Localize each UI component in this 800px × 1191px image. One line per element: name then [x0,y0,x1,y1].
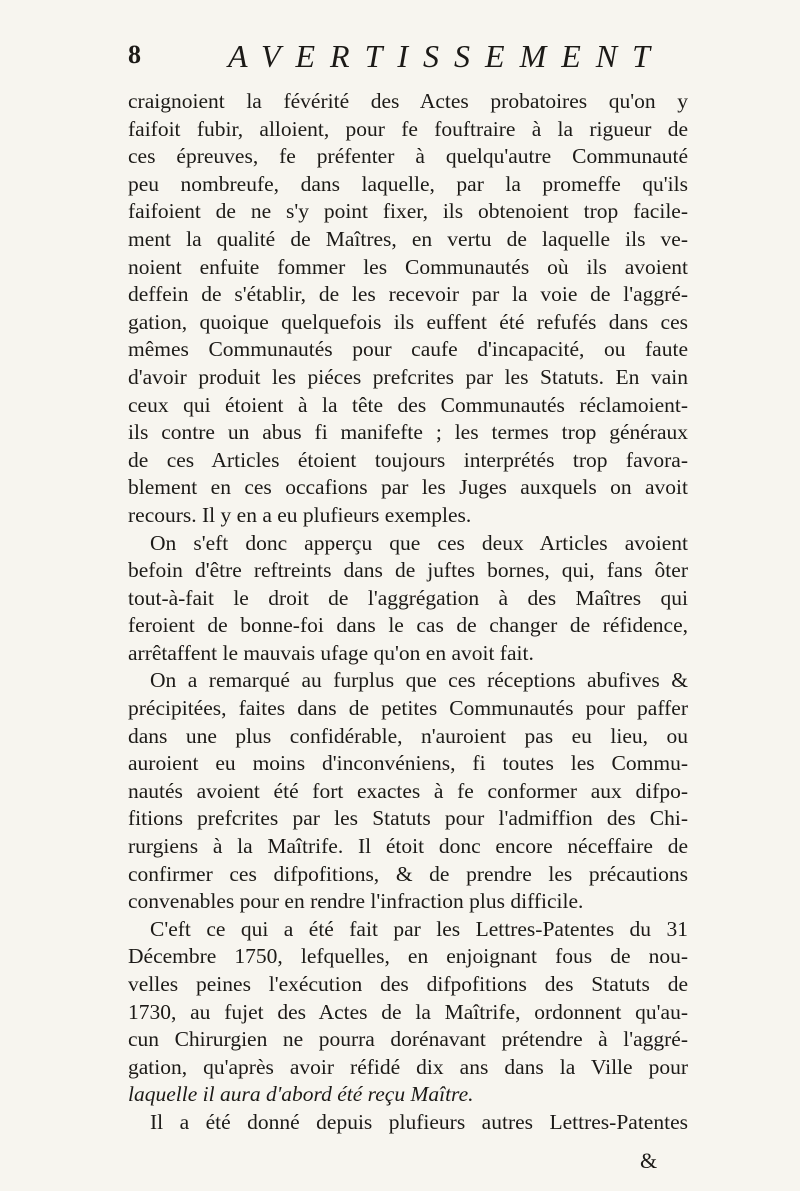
text-line: gation, quoique quelquefois ils euffent été refufés dans ces [128,309,688,334]
text-line: deffein de s'établir, de les recevoir par la voie de l'aggré- [128,282,688,307]
text-line: feroient de bonne-foi dans le cas de changer de réfidence, [128,613,688,638]
text-line: tout-à-fait le droit de l'aggrégation à des Maîtres qui [128,585,688,610]
text-line: blement en ces occafions par les Juges auxquels on avoit [128,475,688,500]
text-line: dans une plus confidérable, n'auroient pas eu lieu, ou [128,723,688,748]
running-title: AVERTISSEMENT [228,38,665,74]
text-line: ces épreuves, fe préfenter à quelqu'autre Communauté [128,144,688,169]
text-line: de ces Articles étoient toujours interprétés trop favora- [128,447,688,472]
text-line: auroient eu moins d'inconvéniens, fi toutes les Commu- [128,751,688,776]
text-line: arrêtaffent le mauvais ufage qu'on en avoit fait. [128,640,534,665]
text-line: noient enfuite fommer les Communautés où ils avoient [128,254,688,279]
text-line: On a remarqué au furplus que ces réceptions abufives & [150,668,688,693]
text-line: Il a été donné depuis plufieurs autres Lettres-Patentes [150,1109,688,1134]
body-text [128,88,688,1137]
text-line: laquelle il aura d'abord été reçu Maître. [128,1082,474,1107]
page-number: 8 [128,40,141,69]
catchword: & [640,1148,658,1173]
text-line: nautés avoient été fort exactes à fe conformer aux difpo- [128,778,688,803]
text-line: velles peines l'exécution des difpofitions des Statuts de [128,972,688,996]
text-line: ils contre un abus fi manifefte ; les termes trop généraux [128,420,688,445]
text-line: Décembre 1750, lefquelles, en enjoignant fous de nou- [128,944,688,969]
text-line: C'eft ce qui a été fait par les Lettres-Patentes du 31 [150,916,688,941]
page-header [128,38,688,78]
text-line: recours. Il y en a eu plufieurs exemples. [128,502,472,527]
text-line: mêmes Communautés pour caufe d'incapacité, ou faute [128,337,688,362]
text-line: 1730, au fujet des Actes de la Maîtrife, ordonnent qu'au- [128,999,688,1024]
text-line: rurgiens à la Maîtrife. Il étoit donc encore néceffaire de [128,834,688,859]
text-line: convenables pour en rendre l'infraction plus difficile. [128,889,584,914]
text-line: précipitées, faites dans de petites Communautés pour paffer [128,696,688,721]
text-line: On s'eft donc apperçu que ces deux Articles avoient [150,530,688,555]
text-line: fitions prefcrites par les Statuts pour l'admiffion des Chi- [128,806,688,831]
text-line: ceux qui étoient à la tête des Communautés réclamoient- [128,392,688,417]
text-line: befoin d'être reftreints dans de juftes bornes, qui, fans ôter [128,558,688,583]
text-line: faifoit fubir, alloient, pour fe fouftraire à la rigueur de [128,116,688,141]
text-line: ment la qualité de Maîtres, en vertu de laquelle ils ve- [128,226,688,251]
text-line: d'avoir produit les piéces prefcrites par les Statuts. En vain [128,364,688,389]
text-line: peu nombreufe, dans laquelle, par la promeffe qu'ils [128,171,688,196]
text-line: cun Chirurgien ne pourra dorénavant prétendre à l'aggré- [128,1027,688,1052]
text-line: gation, qu'après avoir réfidé dix ans dans la Ville pour [128,1054,688,1079]
text-line: confirmer ces difpofitions, & de prendre les précautions [128,861,688,886]
text-line: craignoient la févérité des Actes probatoires qu'on y [128,89,688,113]
text-line: faifoient de ne s'y point fixer, ils obtenoient trop facile- [128,199,688,224]
